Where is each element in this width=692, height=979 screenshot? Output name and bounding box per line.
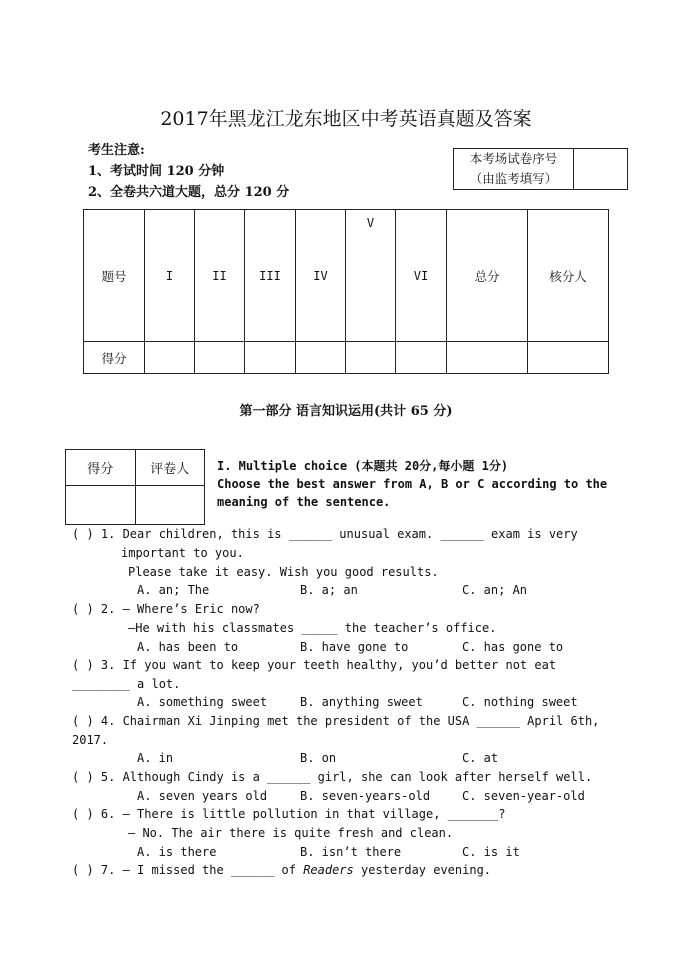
- section-instruction-1: Choose the best answer from A, B or C according to the: [217, 477, 608, 491]
- score-table: [83, 209, 609, 374]
- score-row-label: 得分: [84, 342, 145, 374]
- question-5-option-b: B. seven-years-old: [300, 789, 431, 803]
- score-header-cell: II: [195, 210, 245, 342]
- question-4-stem-cont: 2017.: [72, 733, 109, 747]
- question-5-stem: ( ) 5. Although Cindy is a ______ girl, she can look after herself well.: [72, 770, 593, 784]
- question-6-option-c: C. is it: [462, 845, 520, 859]
- notice-line-1: 1、考试时间 120 分钟: [88, 164, 225, 179]
- question-4-option-c: C. at: [462, 751, 499, 765]
- question-1-option-a: A. an; The: [137, 583, 210, 597]
- question-1-stem-cont: Please take it easy. Wish you good results.: [128, 565, 439, 579]
- score-cell[interactable]: [528, 342, 609, 374]
- score-header-cell: III: [245, 210, 296, 342]
- grader-name-label: 评卷人: [135, 450, 205, 486]
- score-header-cell: 总分: [447, 210, 528, 342]
- question-6-stem-cont: — No. The air there is quite fresh and clean.: [128, 826, 454, 840]
- score-cell[interactable]: [346, 342, 396, 374]
- seat-number-field[interactable]: [574, 149, 627, 189]
- grader-score-label: 得分: [66, 450, 136, 486]
- question-3-stem-cont: ________ a lot.: [72, 677, 181, 691]
- seat-number-box: [453, 148, 628, 190]
- question-3-option-a: A. something sweet: [137, 695, 268, 709]
- question-3-stem: ( ) 3. If you want to keep your teeth healthy, you’d better not eat: [72, 658, 557, 672]
- notice-line-2: 2、全卷共六道大题，总分 120 分: [88, 185, 290, 200]
- score-header-cell: 核分人: [528, 210, 609, 342]
- part-title: 第一部分 语言知识运用(共计 65 分): [239, 404, 453, 419]
- notice-heading: 考生注意:: [88, 143, 145, 158]
- question-1-option-b: B. a; an: [300, 583, 358, 597]
- grader-table: [65, 449, 205, 525]
- seat-number-label: 本考场试卷序号 （由监考填写）: [454, 149, 574, 189]
- score-cell[interactable]: [396, 342, 447, 374]
- question-6-stem: ( ) 6. — There is little pollution in that village, _______?: [72, 807, 506, 821]
- score-cell[interactable]: [296, 342, 346, 374]
- score-cell[interactable]: [195, 342, 245, 374]
- score-header-cell: 题号: [84, 210, 145, 342]
- score-header-cell: V: [346, 210, 396, 342]
- question-3-option-c: C. nothing sweet: [462, 695, 578, 709]
- score-header-cell: VI: [396, 210, 447, 342]
- score-header-cell: I: [145, 210, 195, 342]
- score-cell[interactable]: [245, 342, 296, 374]
- question-4-option-b: B. on: [300, 751, 337, 765]
- question-4-stem: ( ) 4. Chairman Xi Jinping met the president of the USA ______ April 6th,: [72, 714, 600, 728]
- question-6-option-a: A. is there: [137, 845, 217, 859]
- page-title: 2017年黑龙江龙东地区中考英语真题及答案: [160, 108, 532, 130]
- section-heading: I. Multiple choice (本题共 20分,每小题 1分): [217, 459, 509, 473]
- score-cell[interactable]: [145, 342, 195, 374]
- question-7-stem: ( ) 7. — I missed the ______ of Readers yesterday evening.: [72, 863, 492, 877]
- question-4-option-a: A. in: [137, 751, 174, 765]
- question-2-stem: ( ) 2. — Where’s Eric now?: [72, 602, 260, 616]
- question-1-option-c: C. an; An: [462, 583, 528, 597]
- question-2-option-a: A. has been to: [137, 640, 239, 654]
- question-3-option-b: B. anything sweet: [300, 695, 423, 709]
- question-2-option-b: B. have gone to: [300, 640, 409, 654]
- score-header-cell: IV: [296, 210, 346, 342]
- question-6-option-b: B. isn’t there: [300, 845, 402, 859]
- question-1-stem: ( ) 1. Dear children, this is ______ unusual exam. ______ exam is very: [72, 527, 578, 541]
- score-cell[interactable]: [447, 342, 528, 374]
- question-5-option-c: C. seven-year-old: [462, 789, 585, 803]
- grader-name-cell[interactable]: [135, 486, 205, 525]
- question-1-stem-cont: important to you.: [121, 546, 244, 560]
- section-instruction-2: meaning of the sentence.: [217, 495, 391, 509]
- question-2-option-c: C. has gone to: [462, 640, 564, 654]
- question-5-option-a: A. seven years old: [137, 789, 268, 803]
- magazine-title: Readers: [303, 863, 354, 877]
- question-2-stem-cont: —He with his classmates _____ the teacher’s office.: [128, 621, 497, 635]
- grader-score-cell[interactable]: [66, 486, 136, 525]
